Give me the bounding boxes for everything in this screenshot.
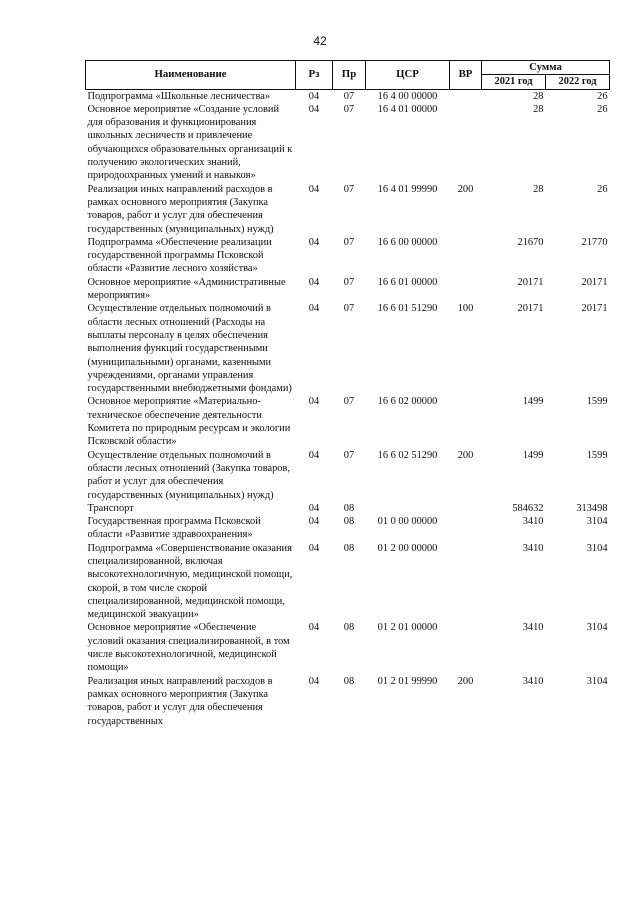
cell-csr: 01 2 01 00000 <box>377 622 438 634</box>
cell-csr: 16 6 01 51290 <box>377 303 438 315</box>
cell-sum-2022: 3104 <box>586 675 608 687</box>
cell-rz: 04 <box>308 675 320 687</box>
cell-csr: 16 6 02 00000 <box>377 396 438 408</box>
cell-name: Транспорт <box>87 502 134 514</box>
cell-pr: 08 <box>343 675 355 687</box>
cell-vr <box>450 515 482 542</box>
table-row <box>86 502 610 515</box>
cell-rz: 04 <box>308 502 320 514</box>
cell-rz: 04 <box>308 622 320 634</box>
cell-sum-2022: 3104 <box>586 542 608 554</box>
cell-csr: 16 6 00 00000 <box>377 236 438 248</box>
column-header-sum: Сумма <box>482 61 610 75</box>
cell-sum-2021: 28 <box>533 183 544 195</box>
cell-vr <box>450 502 482 515</box>
cell-sum-2022: 20171 <box>581 276 608 288</box>
cell-name: Государственная программа Псковской области «Развитие здравоохранения» <box>87 516 261 541</box>
cell-sum-2021: 28 <box>533 103 544 115</box>
table-row <box>86 449 610 502</box>
cell-pr: 07 <box>343 183 355 195</box>
cell-rz: 04 <box>308 303 320 315</box>
table-row <box>86 183 610 236</box>
cell-pr: 07 <box>343 276 355 288</box>
cell-sum-2021: 20171 <box>517 276 544 288</box>
cell-pr: 07 <box>343 103 355 115</box>
cell-rz: 04 <box>308 276 320 288</box>
cell-pr: 07 <box>343 90 355 102</box>
cell-name: Основное мероприятие «Материально-техническое обеспечение деятельности Комитета по природным ресурсам и экологии Псковской области» <box>87 396 291 448</box>
cell-sum-2022: 26 <box>597 103 608 115</box>
cell-rz: 04 <box>308 449 320 461</box>
budget-table <box>85 60 610 728</box>
cell-vr <box>450 276 482 303</box>
table-row <box>86 236 610 276</box>
cell-sum-2022: 20171 <box>581 303 608 315</box>
cell-csr: 16 4 01 00000 <box>377 103 438 115</box>
cell-name: Основное мероприятие «Обеспечение условий оказания специализированной, в том числе высокотехнологичной, медицинской помощи» <box>87 622 290 674</box>
cell-sum-2021: 1499 <box>522 396 544 408</box>
cell-csr: 16 6 02 51290 <box>377 449 438 461</box>
cell-pr: 08 <box>343 542 355 554</box>
cell-pr: 08 <box>343 622 355 634</box>
cell-sum-2021: 28 <box>533 90 544 102</box>
cell-name: Подпрограмма «Школьные лесничества» <box>87 90 271 102</box>
column-header-pr: Пр <box>333 61 366 90</box>
cell-sum-2022: 26 <box>597 90 608 102</box>
cell-sum-2021: 21670 <box>517 236 544 248</box>
cell-sum-2022: 26 <box>597 183 608 195</box>
cell-name: Реализация иных направлений расходов в рамках основного мероприятия (Закупка товаров, работ и услуг для обеспечения государственных (муниципальных) нужд) <box>87 183 274 235</box>
table-row <box>86 675 610 728</box>
cell-name: Реализация иных направлений расходов в рамках основного мероприятия (Закупка товаров, работ и услуг для обеспечения государственных <box>87 675 273 727</box>
cell-sum-2021: 3410 <box>522 622 544 634</box>
table-row <box>86 621 610 674</box>
cell-sum-2021: 1499 <box>522 449 544 461</box>
cell-csr: 16 4 00 00000 <box>377 90 438 102</box>
column-header-rz: Рз <box>296 61 333 90</box>
table-row <box>86 542 610 622</box>
cell-rz: 04 <box>308 396 320 408</box>
cell-vr: 200 <box>457 183 474 195</box>
cell-vr <box>450 542 482 622</box>
cell-pr: 07 <box>343 236 355 248</box>
table-row <box>86 515 610 542</box>
cell-vr: 200 <box>457 675 474 687</box>
cell-rz: 04 <box>308 236 320 248</box>
cell-vr <box>450 395 482 448</box>
cell-vr: 100 <box>457 303 474 315</box>
column-header-csr: ЦСР <box>366 61 450 90</box>
cell-sum-2022: 3104 <box>586 516 608 528</box>
cell-sum-2022: 313498 <box>576 502 608 514</box>
table-row <box>86 302 610 395</box>
cell-csr: 01 2 00 00000 <box>377 542 438 554</box>
cell-pr: 07 <box>343 303 355 315</box>
cell-rz: 04 <box>308 516 320 528</box>
cell-csr: 16 6 01 00000 <box>377 276 438 288</box>
cell-pr: 07 <box>343 449 355 461</box>
cell-sum-2022: 1599 <box>586 396 608 408</box>
table-row <box>86 395 610 448</box>
page-number: 42 <box>313 34 327 48</box>
cell-rz: 04 <box>308 183 320 195</box>
cell-pr: 07 <box>343 396 355 408</box>
cell-rz: 04 <box>308 542 320 554</box>
cell-name: Основное мероприятие «Административные мероприятия» <box>87 276 286 302</box>
cell-sum-2021: 3410 <box>522 542 544 554</box>
table-header <box>86 61 610 90</box>
cell-pr: 08 <box>343 516 355 528</box>
table-row <box>86 89 610 103</box>
cell-sum-2022: 21770 <box>581 236 608 248</box>
cell-sum-2021: 3410 <box>522 516 544 528</box>
cell-vr <box>450 621 482 674</box>
table-row <box>86 103 610 183</box>
column-header-2021: 2021 год <box>482 75 546 89</box>
cell-sum-2022: 3104 <box>586 622 608 634</box>
column-header-vr: ВР <box>450 61 482 90</box>
cell-vr <box>450 236 482 276</box>
cell-name: Осуществление отдельных полномочий в области лесных отношений (Закупка товаров, работ и услуг для обеспечения государственных (муниципальных) нужд) <box>87 449 290 501</box>
table-row <box>86 276 610 303</box>
cell-name: Осуществление отдельных полномочий в области лесных отношений (Расходы на выплаты персоналу в целях обеспечения выполнения функций государственными (муниципальными) органами, казенными учреждениями, органами управления государственными внебюджетными фондами) <box>87 303 292 395</box>
cell-csr: 01 2 01 99990 <box>377 675 438 687</box>
budget-table-container <box>85 60 609 728</box>
cell-sum-2021: 20171 <box>517 303 544 315</box>
column-header-name: Наименование <box>86 61 296 90</box>
table-body <box>86 89 610 728</box>
cell-sum-2021: 584632 <box>512 502 544 514</box>
cell-pr: 08 <box>343 502 355 514</box>
cell-name: Подпрограмма «Обеспечение реализации государственной программы Псковской области «Развитие лесного хозяйства» <box>87 236 272 275</box>
cell-csr: 16 4 01 99990 <box>377 183 438 195</box>
cell-vr: 200 <box>457 449 474 461</box>
cell-csr <box>366 502 450 515</box>
cell-name: Подпрограмма «Совершенствование оказания специализированной, включая высокотехнологичную, медицинской помощи, скорой, в том числе скорой специализированной, медицинской помощи, медицинской эвакуации» <box>87 542 293 621</box>
cell-vr <box>450 103 482 183</box>
cell-sum-2022: 1599 <box>586 449 608 461</box>
cell-vr <box>450 89 482 103</box>
column-header-2022: 2022 год <box>546 75 610 89</box>
cell-csr: 01 0 00 00000 <box>377 516 438 528</box>
cell-sum-2021: 3410 <box>522 675 544 687</box>
cell-rz: 04 <box>308 90 320 102</box>
cell-rz: 04 <box>308 103 320 115</box>
cell-name: Основное мероприятие «Создание условий для образования и функционирования школьных лесничеств и привлечение обучающихся образовательных организаций к получению экологических знаний, природоохранных умений и навыков» <box>87 103 293 182</box>
